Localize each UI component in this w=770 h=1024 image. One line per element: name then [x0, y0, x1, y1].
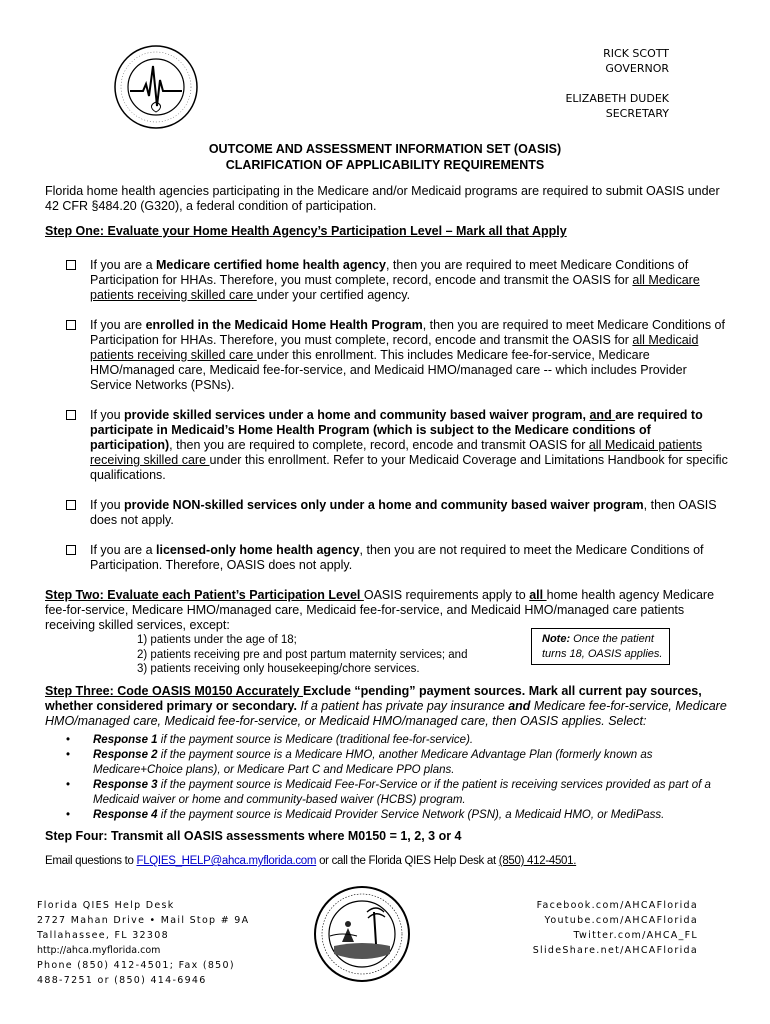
- response-list: [66, 733, 726, 823]
- governor-name: RICK SCOTT: [603, 47, 669, 60]
- title-line-1: OUTCOME AND ASSESSMENT INFORMATION SET (OASIS): [208, 142, 562, 156]
- contact-line: Email questions to FLQIES_HELP@ahca.myflorida.com or call the Florida QIES Help Desk at (850) 412-4501.: [45, 855, 577, 867]
- step-three-paragraph: Step Three: Code OASIS M0150 Accurately Exclude “pending” payment sources. Mark all current pay sources, whether considered primary or secondary. If a patient has private pay insurance and Medicare fee-for-service, Medicare HMO/managed care, Medicaid fee-for-service, or Medicaid HMO/managed care, then OASIS applies. Select:: [45, 684, 727, 728]
- checkbox[interactable]: [66, 410, 76, 420]
- ahca-seal-logo: [113, 44, 199, 130]
- checkbox[interactable]: [66, 545, 76, 555]
- footer-social-links: [533, 898, 698, 958]
- checkbox-item-non-skilled: If you provide NON-skilled services only under a home and community based waiver program, then OASIS does not apply.: [66, 498, 731, 528]
- twitter-link[interactable]: Twitter.com/AHCA_FL: [573, 930, 698, 941]
- list-item: • Response 3 if the payment source is Medicaid Fee-For-Service or if the patient is receiving services provided as part of a Medicaid waiver or home and community-based waiver (HCBS) program.: [66, 779, 711, 806]
- list-item: 3) patients receiving only housekeeping/chore services.: [137, 663, 420, 675]
- florida-seal-logo: [312, 884, 412, 984]
- list-item: 1) patients under the age of 18;: [137, 634, 297, 646]
- note-box: [531, 628, 670, 665]
- footer-address: Florida QIES Help Desk 2727 Mahan Drive • Mail Stop # 9A Tallahassee, FL 32308 http://ahca.myflorida.com Phone (850) 412-4501; Fax (850) 488-7251 or (850) 414-6946: [37, 900, 250, 986]
- website-link[interactable]: http://ahca.myflorida.com: [37, 945, 161, 956]
- email-link[interactable]: FLQIES_HELP@ahca.myflorida.com: [136, 855, 317, 867]
- checkbox[interactable]: [66, 500, 76, 510]
- secretary-title: SECRETARY: [605, 107, 669, 120]
- officials-block: [565, 46, 669, 121]
- intro-paragraph: Florida home health agencies participating in the Medicare and/or Medicaid programs are required to submit OASIS under 42 CFR §484.20 (G320), a federal condition of participation.: [45, 184, 720, 213]
- checkbox-item-waiver-skilled: If you provide skilled services under a home and community based waiver program, and are required to participate in Medicaid’s Home Health Program (which is subject to the Medicare conditions of participation), then you are required to complete, record, encode and transmit OASIS for all Medicaid patients receiving skilled care under this enrollment. Refer to your Medicaid Coverage and Limitations Handbook for specific qualifications.: [66, 408, 731, 483]
- step-two-heading: Step Two: Evaluate each Patient’s Participation Level: [45, 588, 364, 602]
- checkbox[interactable]: [66, 260, 76, 270]
- list-item: 2) patients receiving pre and post partum maternity services; and: [137, 648, 468, 661]
- governor-title: GOVERNOR: [605, 62, 669, 75]
- phone-number: (850) 412-4501.: [498, 855, 577, 867]
- step-two-paragraph: Step Two: Evaluate each Patient’s Participation Level OASIS requirements apply to all home health agency Medicare fee-for-service, Medicare HMO/managed care, Medicaid fee-for-service, and Medicaid HMO/managed care patients receiving skilled services, except:: [45, 588, 715, 632]
- step-one-heading: Step One: Evaluate your Home Health Agency’s Participation Level – Mark all that Apply: [45, 224, 567, 238]
- list-item: • Response 2 if the payment source is a Medicare HMO, another Medicare Advantage Plan (formerly known as Medicare+Choice plans), or Medicare Part C and Medicare PPO plans.: [66, 749, 653, 776]
- step-four-heading: Step Four: Transmit all OASIS assessments where M0150 = 1, 2, 3 or 4: [45, 829, 462, 843]
- youtube-link[interactable]: Youtube.com/AHCAFlorida: [544, 915, 698, 926]
- checkbox-item-medicaid-enrolled: If you are enrolled in the Medicaid Home Health Program, then you are required to meet Medicare Conditions of Participation for HHAs. Therefore, you must complete, record, encode and transmit the OASIS for all Medicaid patients receiving skilled care under this enrollment. This includes Medicare fee-for-service, Medicare HMO/managed care, Medicaid fee-for-service, and Medicaid HMO/managed care -- which includes Provider Service Networks (PSNs).: [66, 318, 731, 393]
- exceptions-list: [137, 633, 467, 677]
- secretary-name: ELIZABETH DUDEK: [565, 92, 669, 105]
- checkbox[interactable]: [66, 320, 76, 330]
- facebook-link[interactable]: Facebook.com/AHCAFlorida: [536, 900, 698, 911]
- checkbox-item-medicare-certified: If you are a Medicare certified home health agency, then you are required to meet Medicare Conditions of Participation for HHAs. Therefore, you must complete, record, encode and transmit the OASIS for all Medicare patients receiving skilled care under your certified agency.: [66, 258, 731, 303]
- note-label: Note:: [542, 633, 571, 645]
- list-item: • Response 4 if the payment source is Medicaid Provider Service Network (PSN), a Medicaid HMO, or MediPass.: [66, 809, 665, 821]
- slideshare-link[interactable]: SlideShare.net/AHCAFlorida: [532, 945, 698, 956]
- list-item: • Response 1 if the payment source is Medicare (traditional fee-for-service).: [66, 734, 474, 746]
- title-line-2: CLARIFICATION OF APPLICABILITY REQUIREMENTS: [225, 158, 545, 172]
- note-text: Once the patient turns 18, OASIS applies.: [542, 633, 663, 660]
- step-three-heading: Step Three: Code OASIS M0150 Accurately: [45, 684, 303, 698]
- document-title: [0, 141, 770, 173]
- checkbox-item-licensed-only: If you are a licensed-only home health agency, then you are not required to meet the Medicare Conditions of Participation. Therefore, OASIS does not apply.: [66, 543, 731, 573]
